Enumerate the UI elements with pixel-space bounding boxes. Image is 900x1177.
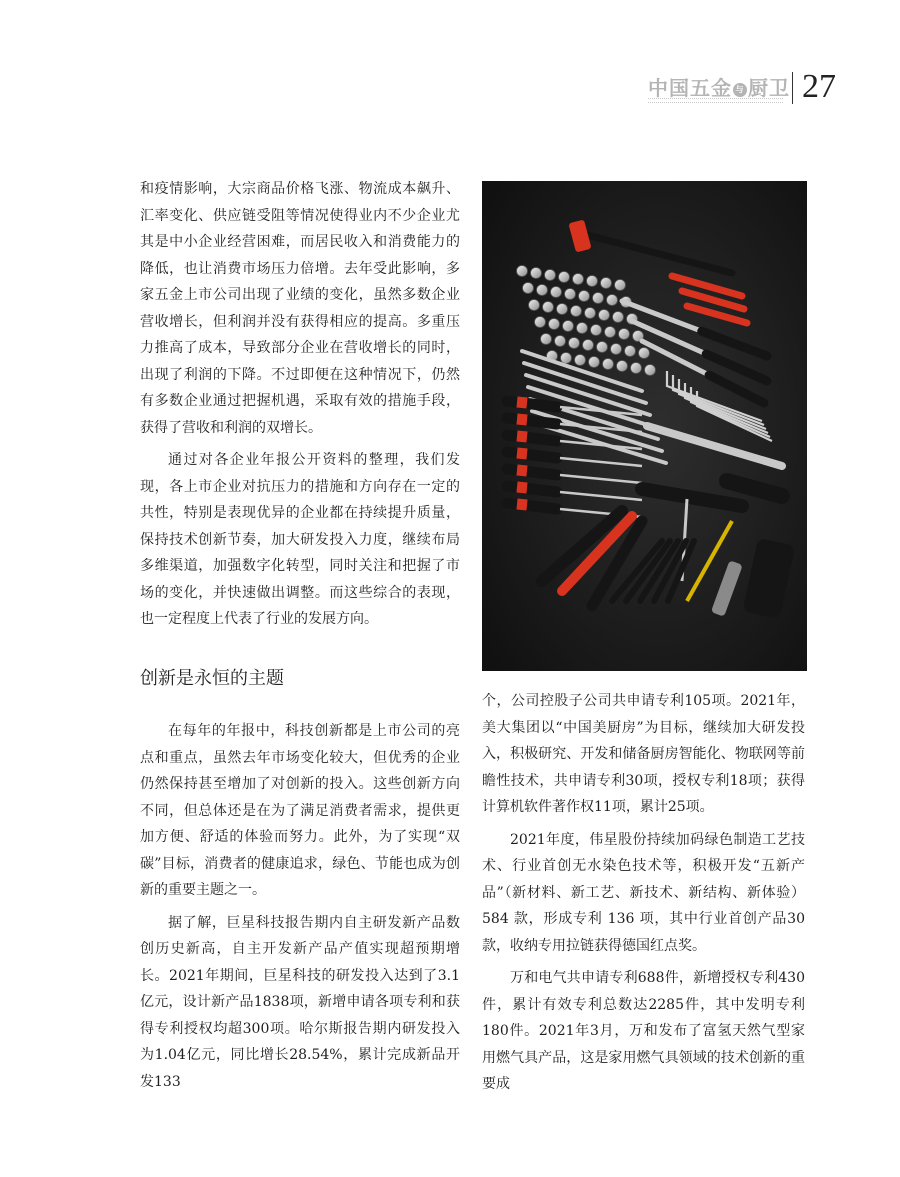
article-column-right [482,688,805,1104]
socket [645,365,656,376]
socket [617,361,628,372]
socket [537,285,548,296]
socket [589,357,600,368]
socket [587,276,598,287]
socket [571,306,582,317]
socket [607,295,618,306]
screwdriver-band [517,470,527,471]
socket [557,304,568,315]
article-column-left-bottom [140,718,460,1101]
socket [575,355,586,366]
tool-set-photo [482,181,807,671]
paragraph: 在每年的年报中，科技创新都是上市公司的亮点和重点，虽然去年市场变化较大，但优秀的企业仍然保持甚至增加了对创新的投入。这些创新方向不同，但总体还是在为了满足消费者需求，提供更加方便、舒适的体验而努力。此外，为了实现“双碳”目标，消费者的健康追求，绿色、节能也成为创新的重要主题之一。 [140,723,460,898]
socket [583,340,594,351]
socket [593,293,604,304]
screwdriver-band [517,453,527,454]
socket [639,348,650,359]
socket [561,353,572,364]
socket [619,329,630,340]
socket [545,270,556,281]
socket [603,359,614,370]
socket [541,334,552,345]
screwdriver-band [517,419,527,420]
screwdriver-band [517,436,527,437]
socket [577,323,588,334]
paragraph: 万和电气共申请专利688件，新增授权专利430件，累计有效专利总数达2285件，其中发明专利180件。2021年3月，万和发布了富氢天然气型家用燃气具产品，这是家用燃气具领域的技术创新的重要成 [482,970,805,1092]
socket [563,321,574,332]
socket [551,287,562,298]
paragraph: 和疫情影响，大宗商品价格飞涨、物流成本飙升、汇率变化、供应链受阻等情况使得业内不少企业尤其是中小企业经营困难，而居民收入和消费能力的降低，也让消费市场压力倍增。去年受此影响，多家五金上市公司出现了业绩的变化，虽然多数企业营收增长，但利润并没有获得相应的提高。多重压力推高了成本，导致部分企业在营收增长的同时，出现了利润的下降。不过即便在这种情况下，仍然有多数企业通过把握机遇，采取有效的措施手段，获得了营收和利润的双增长。 [140,181,460,436]
socket [613,312,624,323]
screwdriver-grip [507,486,557,492]
socket [605,327,616,338]
paragraph: 2021年度，伟星股份持续加码绿色制造工艺技术、行业首创无水染色技术等，积极开发“五新产品”（新材料、新工艺、新技术、新结构、新体验）584 款，形成专利 136 项，其中行业首创产品30 款，收纳专用拉链获得德国红点奖。 [482,831,805,954]
paragraph: 个，公司控股子公司共申请专利105项。2021年，美大集团以“中国美厨房”为目标，继续加大研发投入，积极研究、开发和储备厨房智能化、物联网等前瞻性技术，共申请专利30项，授权专利18项；获得计算机软件著作权11项，累计25项。 [482,693,805,815]
screwdriver-band [517,487,527,488]
screwdriver-band [517,504,527,505]
tool-set-illustration [482,181,807,671]
screwdriver-grip [507,452,557,458]
masthead [648,70,848,110]
socket [517,266,528,277]
screwdriver-grip [507,401,557,407]
socket [531,268,542,279]
article-column-left-top [140,176,460,639]
socket [585,308,596,319]
brand-subtitle-line [648,98,783,103]
paragraph: 通过对各企业年报公开资料的整理，我们发现，各上市企业对抗压力的措施和方向存在一定的共性，特别是表现优异的企业都在持续提升质量，保持技术创新节奏，加大研发投入力度，继续布局多维渠道，加强数字化转型，同时关注和把握了市场的变化，并快速做出调整。而这些综合的表现，也一定程度上代表了行业的发展方向。 [140,452,460,627]
socket [625,346,636,357]
brand-tail: 厨卫 [748,76,790,100]
socket [591,325,602,336]
screwdriver-grip [507,418,557,424]
paragraph: 据了解，巨星科技报告期内自主研发新产品数创历史新高，自主开发新产品产值实现超预期增长。2021年期间，巨星科技的研发投入达到了3.1亿元，设计新产品1838项，新增申请各项专利和获得专利授权均超300项。哈尔斯报告期内研发投入为1.04亿元，同比增长28.54%，累计完成新品开发133 [140,914,460,1090]
socket [579,291,590,302]
socket [573,274,584,285]
socket [559,272,570,283]
socket [601,278,612,289]
screwdriver-band [517,402,527,403]
socket [569,338,580,349]
page-number: 27 [802,68,836,105]
brand-seal: 与 [733,83,747,97]
socket [599,310,610,321]
brand-logo [648,72,790,101]
socket [565,289,576,300]
socket [631,363,642,374]
socket [543,302,554,313]
socket [555,336,566,347]
socket [535,317,546,328]
socket [615,280,626,291]
screwdriver-grip [507,435,557,441]
section-heading: 创新是永恒的主题 [140,668,284,689]
socket [611,344,622,355]
screwdriver-grip [507,503,557,509]
brand-main: 中国五金 [648,76,732,100]
screwdriver-grip [507,469,557,475]
socket [523,283,534,294]
socket [597,342,608,353]
masthead-divider [792,72,793,104]
socket [549,319,560,330]
socket [529,300,540,311]
